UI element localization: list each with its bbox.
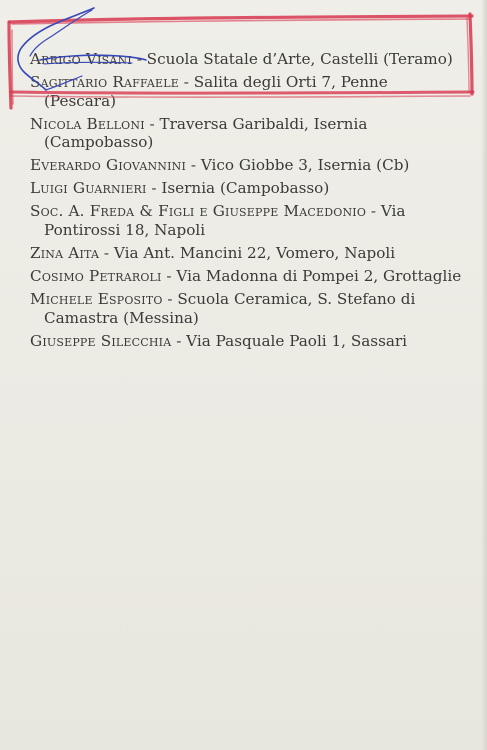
entry-address: - Salita degli Orti 7, Penne (Pescara) — [44, 73, 388, 110]
entry-name: Sagittario Raffaele — [30, 73, 179, 92]
entry-name: Giuseppe Silecchia — [30, 331, 172, 350]
entry-name: Zina Aita — [30, 244, 100, 263]
list-item — [30, 179, 462, 198]
entry-name: Nicola Belloni — [30, 114, 145, 133]
entry-address: - Vico Giobbe 3, Isernia (Cb) — [186, 156, 410, 175]
address-list — [30, 50, 462, 355]
list-item — [30, 202, 462, 239]
entry-name: Soc. A. Freda & Figli e Giuseppe Macedonio — [30, 202, 367, 221]
list-item — [30, 332, 462, 351]
list-item — [30, 73, 462, 110]
list-item — [30, 50, 462, 69]
list-item — [30, 156, 462, 175]
list-item — [30, 115, 462, 152]
entry-name: Luigi Guarnieri — [30, 179, 147, 198]
entry-address: - Via Ant. Mancini 22, Vomero, Napoli — [99, 244, 396, 263]
list-item — [30, 267, 462, 286]
entry-name: Michele Esposito — [30, 290, 163, 309]
list-item — [30, 244, 462, 263]
entry-name: Cosimo Petraroli — [30, 267, 162, 286]
entry-address: - Scuola Ceramica, S. Stefano di Camastra (Messina) — [44, 290, 416, 327]
entry-address: - Via Madonna di Pompei 2, Grottaglie — [161, 267, 462, 286]
entry-address: - Isernia (Campobasso) — [146, 179, 330, 198]
entry-address: - Scuola Statale d’Arte, Castelli (Teramo) — [131, 50, 453, 68]
entry-address: - Via Pontirossi 18, Napoli — [44, 202, 406, 239]
entry-name: Arrigo Visani — [30, 50, 132, 68]
list-item — [30, 290, 462, 327]
entry-address: - Via Pasquale Paoli 1, Sassari — [171, 331, 408, 350]
page-edge-shadow — [481, 0, 487, 750]
entry-name: Everardo Giovannini — [30, 156, 187, 175]
entry-address: - Traversa Garibaldi, Isernia (Campobasso) — [44, 114, 368, 152]
